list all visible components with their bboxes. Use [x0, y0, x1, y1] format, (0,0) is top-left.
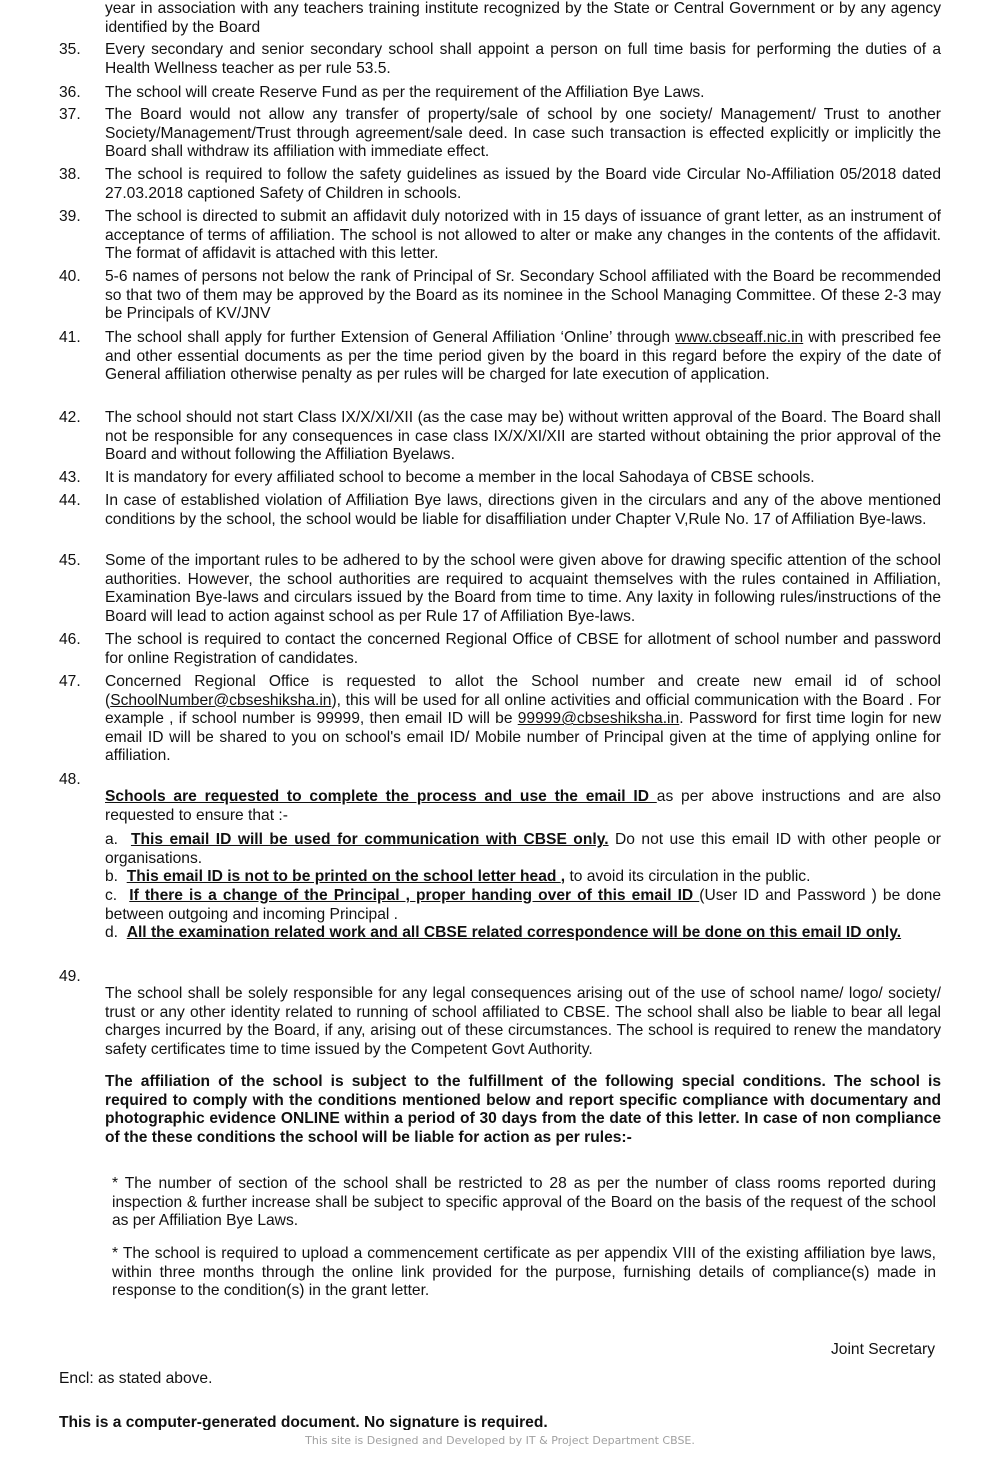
item-text: The school shall apply for further Extension of General Affiliation ‘Online’ through www.cbseaff.nic.in with prescribed fee and other essential documents as per the time period given by the board in this regard before the expiry of the date of General affiliation otherwise penalty as per rules will be charged for late execution of application.	[105, 329, 941, 384]
item-number: 39.	[59, 208, 81, 225]
item-text: Every secondary and senior secondary school shall appoint a person on full time basis for performing the duties of a Health Wellness teacher as per rule 53.5.	[105, 41, 941, 77]
item-number: 46.	[59, 631, 81, 648]
school-email-link[interactable]: SchoolNumber@cbseshiksha.in	[110, 691, 332, 709]
item-text: 5-6 names of persons not below the rank of Principal of Sr. Secondary School affiliated with the Board be recommended so that two of them may be approved by the Board as its nominee in the School Managing Committee. Of these 2-3 may be Principals of KV/JNV	[105, 268, 941, 323]
item-number: 38.	[59, 166, 81, 183]
example-email-link[interactable]: 99999@cbseshiksha.in	[517, 710, 680, 728]
item-text: The school is required to contact the concerned Regional Office of CBSE for allotment of school number and password for online Registration of candidates.	[105, 631, 941, 667]
item-number: 40.	[59, 268, 81, 285]
item-number: 47.	[59, 673, 81, 690]
item-number: 41.	[59, 329, 81, 346]
site-footer: This site is Designed and Developed by IT & Project Department CBSE.	[305, 1434, 695, 1447]
item-text: The Board would not allow any transfer of property/sale of school by one society/ Management/ Trust to another Society/Management/Trust through agreement/sale deed. In case such transaction is effected explicitly or implicitly the Board shall withdraw its affiliation with immediate effect.	[105, 106, 941, 161]
item-number: 35.	[59, 41, 81, 58]
item-number: 36.	[59, 84, 81, 101]
item-text: The school will create Reserve Fund as per the requirement of the Affiliation Bye Laws.	[105, 84, 705, 101]
intro-continuation: year in association with any teachers training institute recognized by the State or Central Government or by any agency identified by the Board	[105, 0, 941, 36]
item-number: 42.	[59, 409, 81, 426]
item-text: Some of the important rules to be adhered to by the school were given above for drawing specific attention of the school authorities. However, the school authorities are required to acquaint themselves with the rules contained in Affiliation, Examination Bye-laws and circulars issued by the Board from time to time. Any laxity in following rules/instructions of the Board will lead to action against school as per Rule 17 of Affiliation Bye-laws.	[105, 552, 941, 625]
item-number: 44.	[59, 492, 81, 509]
item-text: It is mandatory for every affiliated school to become a member in the local Sahodaya of CBSE schools.	[105, 469, 815, 486]
item-text: The school shall be solely responsible for any legal consequences arising out of the use of school name/ logo/ society/ trust or any other identity related to running of school affiliated to CBSE. The school shall also be liable to bear all legal charges incurred by the Board, if any, arising out of these circumstances. The school is required to renew the mandatory safety certificates time to time issued by the Competent Govt Authority.	[105, 985, 941, 1058]
item-text: In case of established violation of Affiliation Bye laws, directions given in the circulars and any of the above mentioned conditions by the school, the school would be liable for disaffiliation under Chapter V,Rule No. 17 of Affiliation Bye-laws.	[105, 492, 941, 528]
item-number: 43.	[59, 469, 81, 486]
item-number: 37.	[59, 106, 81, 123]
special-conditions-heading: The affiliation of the school is subject to the fulfillment of the following special conditions. The school is required to comply with the conditions mentioned below and report specific compliance with documentary and photographic evidence ONLINE within a period of 30 days from the date of this letter. In case of non compliance of the these conditions the school will be liable for action as per rules:-	[105, 1073, 941, 1146]
cbseaff-link[interactable]: www.cbseaff.nic.in	[675, 329, 804, 346]
item-text: The school should not start Class IX/X/XI/XII (as the case may be) without written approval of the Board. The Board shall not be responsible for any consequences in case class IX/X/XI/XII are started without obtaining the prior approval of the Board and without following the Affiliation Byelaws.	[105, 409, 941, 464]
item-number: 45.	[59, 552, 81, 569]
computer-generated-note: This is a computer-generated document. No signature is required.	[59, 1414, 548, 1430]
signatory: Joint Secretary	[830, 1341, 935, 1358]
item-text: Concerned Regional Office is requested to allot the School number and create new email id of school (SchoolNumber@cbseshiksha.in), this will be used for all online activities and official communication with the Board . For example , if school number is 99999, then email ID will be 99999@cbseshiksha.in. Password for first time login for new email ID will be shared to you on school's email ID/ Mobile number of Principal given at the time of applying online for affiliation.	[105, 673, 942, 765]
enclosure-note: Encl: as stated above.	[59, 1370, 213, 1387]
email-instructions: Schools are requested to complete the process and use the email ID as per above instructions and are also requested to ensure that :- a. This email ID will be used for communication with CBSE only. Do not use this email ID with other people or organisations. b. This email ID is not to be printed on the school letter head , to avoid its circulation in the public. c. If there is a change of the Principal , proper handing over of this email ID (User ID and Password ) be done between outgoing and incoming Principal . d. All the examination related work and all CBSE related correspondence will be done on this email ID only.	[105, 788, 942, 942]
item-number: 48.	[59, 771, 81, 788]
special-condition: * The school is required to upload a commencement certificate as per appendix VIII of the existing affiliation bye laws, within three months through the online link provided for the purpose, furnishing details of compliance(s) made in response to the condition(s) in the grant letter.	[112, 1245, 936, 1300]
special-condition: * The number of section of the school shall be restricted to 28 as per the number of class rooms reported during inspection & further increase shall be subject to specific approval of the Board on the basis of the request of the school as per Affiliation Bye Laws.	[112, 1175, 936, 1230]
item-text: The school is required to follow the safety guidelines as issued by the Board vide Circular No-Affiliation 05/2018 dated 27.03.2018 captioned Safety of Children in schools.	[105, 166, 941, 202]
item-text: The school is directed to submit an affidavit duly notorized with in 15 days of issuance of grant letter, as an instrument of acceptance of terms of affiliation. The school is not allowed to alter or make any changes in the contents of the affidavit. The format of affidavit is attached with this letter.	[105, 208, 941, 263]
item-number: 49.	[59, 968, 81, 985]
